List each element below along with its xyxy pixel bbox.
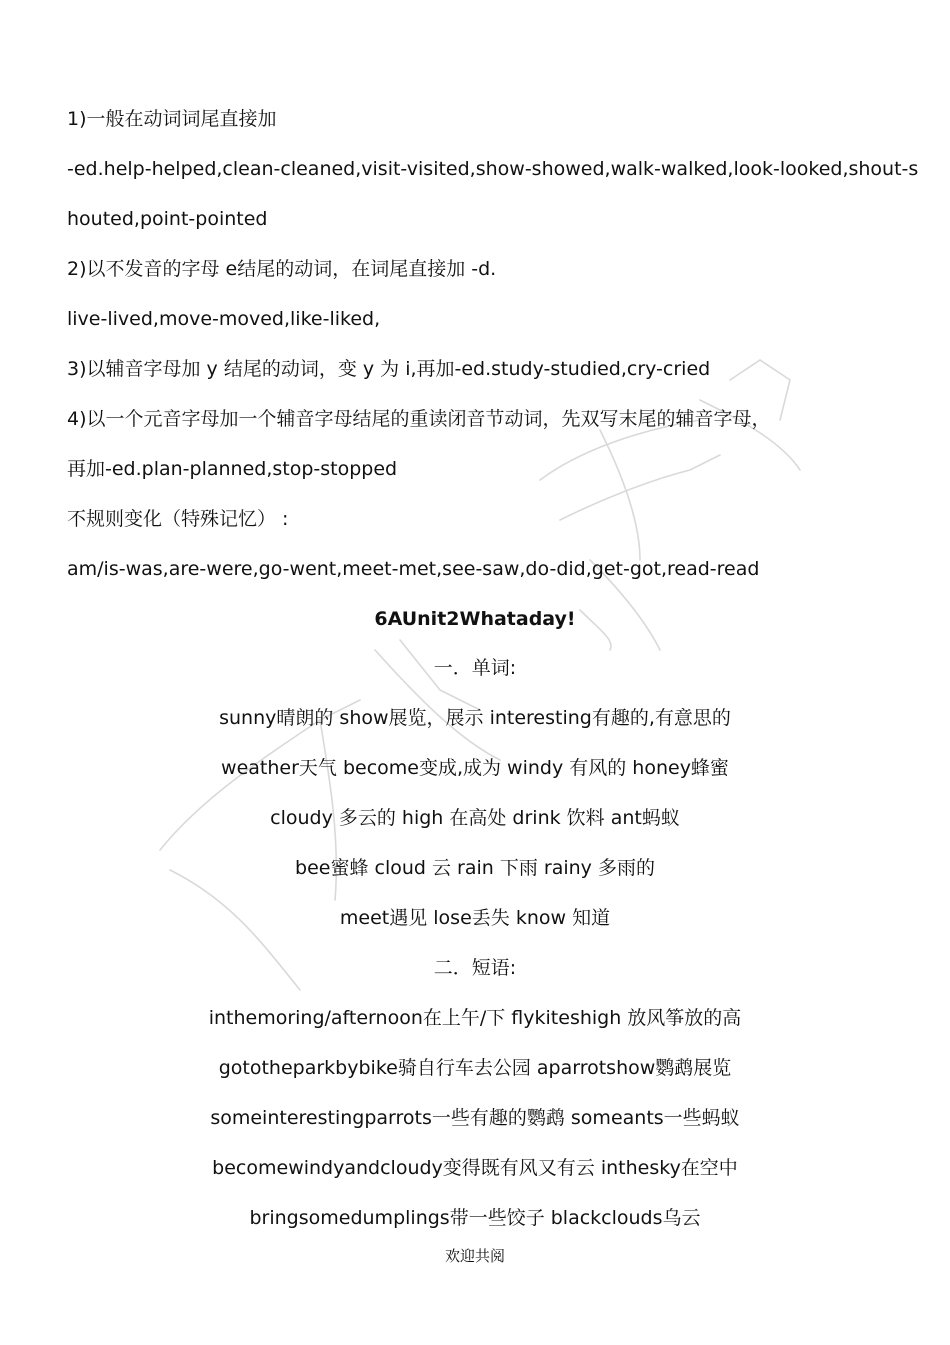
- vocab-line-2: weather天气 become变成,成为 windy 有风的 honey蜂蜜: [221, 757, 729, 779]
- irregular-heading: 不规则变化（特殊记忆） :: [67, 508, 289, 530]
- irregular-list: am/is-was,are-were,go-went,meet-met,see-saw,do-did,get-got,read-read: [67, 558, 760, 580]
- vocab-line-3: cloudy 多云的 high 在高处 drink 饮料 ant蚂蚁: [270, 807, 680, 829]
- rule-line-4: 2)以不发音的字母 e结尾的动词，在词尾直接加 -d.: [67, 258, 497, 280]
- rule-line-8: 再加-ed.plan-planned,stop-stopped: [67, 458, 398, 480]
- vocab-heading: 一．单词:: [433, 657, 517, 679]
- rule-line-2: -ed.help-helped,clean-cleaned,visit-visited,show-showed,walk-walked,look-looked,shout-s: [67, 158, 919, 180]
- rule-line-1: 1)一般在动词词尾直接加: [67, 108, 277, 130]
- vocab-line-4: bee蜜蜂 cloud 云 rain 下雨 rainy 多雨的: [295, 857, 655, 879]
- rule-line-3: houted,point-pointed: [67, 208, 268, 230]
- unit-title: 6AUnit2Whataday!: [374, 608, 576, 630]
- rule-line-5: live-lived,move-moved,like-liked,: [67, 308, 381, 330]
- phrase-line-3: someinterestingparrots一些有趣的鹦鹉 someants一些蚂蚁: [210, 1107, 740, 1129]
- rule-line-6: 3)以辅音字母加 y 结尾的动词，变 y 为 i,再加-ed.study-studied,cry-cried: [67, 358, 711, 380]
- vocab-line-5: meet遇见 lose丢失 know 知道: [339, 907, 611, 929]
- phrase-line-5: bringsomedumplings带一些饺子 blackclouds乌云: [249, 1207, 701, 1229]
- page-footer: 欢迎共阅: [444, 1247, 505, 1265]
- phrase-line-2: gototheparkbybike骑自行车去公园 aparrotshow鹦鹉展览: [218, 1057, 732, 1079]
- phrase-line-1: inthemoring/afternoon在上午/下 flykiteshigh 放风筝放的高: [208, 1007, 742, 1029]
- phrases-heading: 二．短语:: [433, 957, 517, 979]
- vocab-line-1: sunny晴朗的 show展览，展示 interesting有趣的,有意思的: [219, 707, 731, 729]
- rule-line-7: 4)以一个元音字母加一个辅音字母结尾的重读闭音节动词，先双写末尾的辅音字母，: [67, 408, 771, 430]
- phrase-line-4: becomewindyandcloudy变得既有风又有云 inthesky在空中: [212, 1157, 738, 1179]
